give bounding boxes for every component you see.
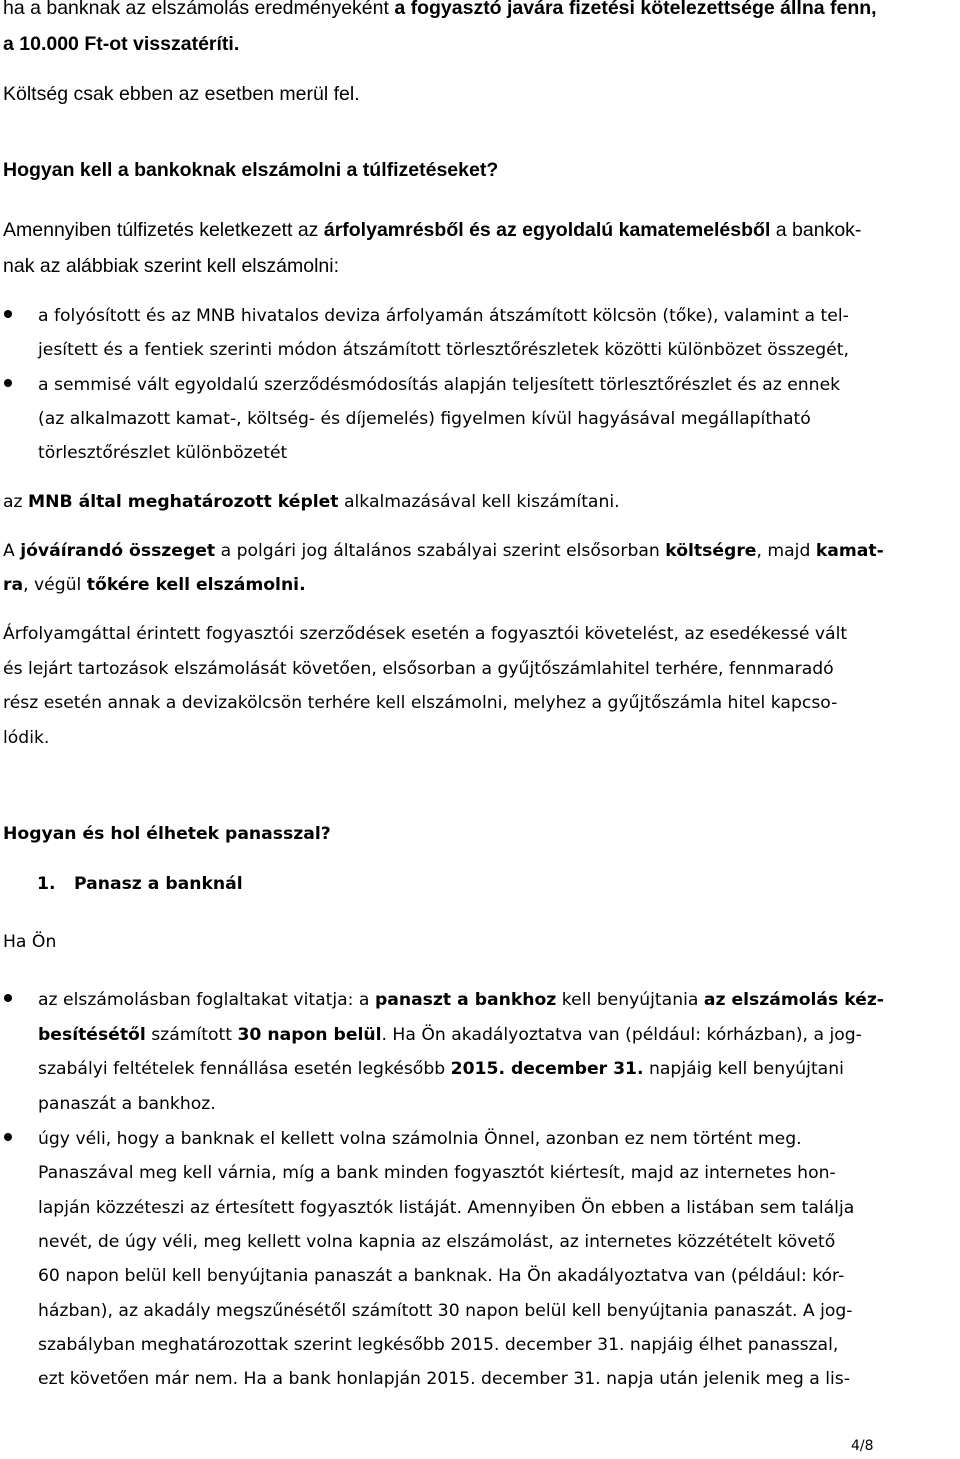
intro-line-2: a 10.000 Ft-ot visszatéríti. (3, 33, 240, 55)
bullet-icon (4, 310, 12, 318)
intro-line-3: Költség csak ebben az esetben merül fel. (3, 83, 360, 105)
complaint-bullet-1-line-1: az elszámolásban foglaltakat vitatja: a panaszt a bankhoz kell benyújtania az elszámolás kéz- (38, 990, 885, 1010)
bullet-icon (4, 1133, 12, 1141)
paragraph-4-line-2: és lejárt tartozások elszámolását követően, elsősorban a gyűjtőszámlahitel terhére, fennmaradó (3, 659, 834, 679)
complaint-bullet-2-line-7: szabályban meghatározottak szerint legkésőbb 2015. december 31. napjáig élhet panasszal, (38, 1335, 839, 1355)
complaint-bullet-1-line-3: szabályi feltételek fennállása esetén legkésőbb 2015. december 31. napjáig kell benyújtani (38, 1059, 844, 1079)
bullet-1-line-2: jesített és a fentiek szerinti módon átszámított törlesztőrészletek közötti különbözet összegét, (38, 340, 849, 360)
bullet-icon (4, 994, 12, 1002)
complaint-bullet-2-line-1: úgy véli, hogy a banknak el kellett volna számolnia Önnel, azonban ez nem történt meg. (38, 1129, 802, 1149)
section-heading-settlement: Hogyan kell a bankoknak elszámolni a túlfizetéseket? (3, 159, 499, 181)
complaint-bullet-2-line-2: Panaszával meg kell várnia, míg a bank minden fogyasztót kiértesít, majd az internetes hon- (38, 1163, 836, 1183)
paragraph-3-line-2: ra, végül tőkére kell elszámolni. (3, 575, 306, 595)
page-number: 4/8 (851, 1438, 874, 1454)
paragraph-4-line-3: rész esetén annak a devizakölcsön terhére kell elszámolni, melyhez a gyűjtőszámla hitel kapcso- (3, 693, 838, 713)
paragraph-2: az MNB által meghatározott képlet alkalmazásával kell kiszámítani. (3, 492, 620, 512)
paragraph-3-line-1: A jóváírandó összeget a polgári jog általános szabályai szerint elsősorban költségre, majd kamat- (3, 541, 884, 561)
paragraph-4-line-4: lódik. (3, 728, 50, 748)
subsection-title: Panasz a banknál (74, 874, 243, 894)
complaint-bullet-2-line-4: nevét, de úgy véli, meg kellett volna kapnia az elszámolást, az internetes közzétételt követő (38, 1232, 836, 1252)
bullet-2-line-1: a semmisé vált egyoldalú szerződésmódosítás alapján teljesített törlesztőrészlet és az ennek (38, 375, 841, 395)
bullet-icon (4, 379, 12, 387)
subsection-number: 1. (37, 874, 56, 894)
bullet-1-line-1: a folyósított és az MNB hivatalos deviza árfolyamán átszámított kölcsön (tőke), valamint a tel- (38, 306, 849, 326)
section-heading-complaint: Hogyan és hol élhetek panasszal? (3, 824, 331, 844)
paragraph-ha-on: Ha Ön (3, 932, 57, 952)
bullet-2-line-3: törlesztőrészlet különbözetét (38, 443, 288, 463)
paragraph-1-line-1: Amennyiben túlfizetés keletkezett az árfolyamrésből és az egyoldalú kamatemelésből a bankok- (3, 219, 862, 241)
complaint-bullet-2-line-8: ezt követően már nem. Ha a bank honlapján 2015. december 31. napja után jelenik meg a lis- (38, 1369, 850, 1389)
complaint-bullet-2-line-5: 60 napon belül kell benyújtania panaszát a banknak. Ha Ön akadályoztatva van (például: kór- (38, 1266, 845, 1286)
paragraph-4-line-1: Árfolyamgáttal érintett fogyasztói szerződések esetén a fogyasztói követelést, az esedékessé vált (3, 624, 848, 644)
paragraph-1-line-2: nak az alábbiak szerint kell elszámolni: (3, 255, 339, 277)
complaint-bullet-2-line-3: lapján közzéteszi az értesített fogyasztók listáját. Amennyiben Ön ebben a listában sem találja (38, 1198, 855, 1218)
complaint-bullet-1-line-2: besítésétől számított 30 napon belül. Ha Ön akadályoztatva van (például: kórházban), a jog- (38, 1025, 862, 1045)
complaint-bullet-2-line-6: házban), az akadály megszűnésétől számított 30 napon belül kell benyújtania panaszát. A jog- (38, 1301, 853, 1321)
intro-line-1: ha a banknak az elszámolás eredményeként a fogyasztó javára fizetési kötelezettsége állna fenn, (3, 0, 877, 19)
bullet-2-line-2: (az alkalmazott kamat-, költség- és díjemelés) figyelmen kívül hagyásával megállapítható (38, 409, 811, 429)
complaint-bullet-1-line-4: panaszát a bankhoz. (38, 1094, 216, 1114)
